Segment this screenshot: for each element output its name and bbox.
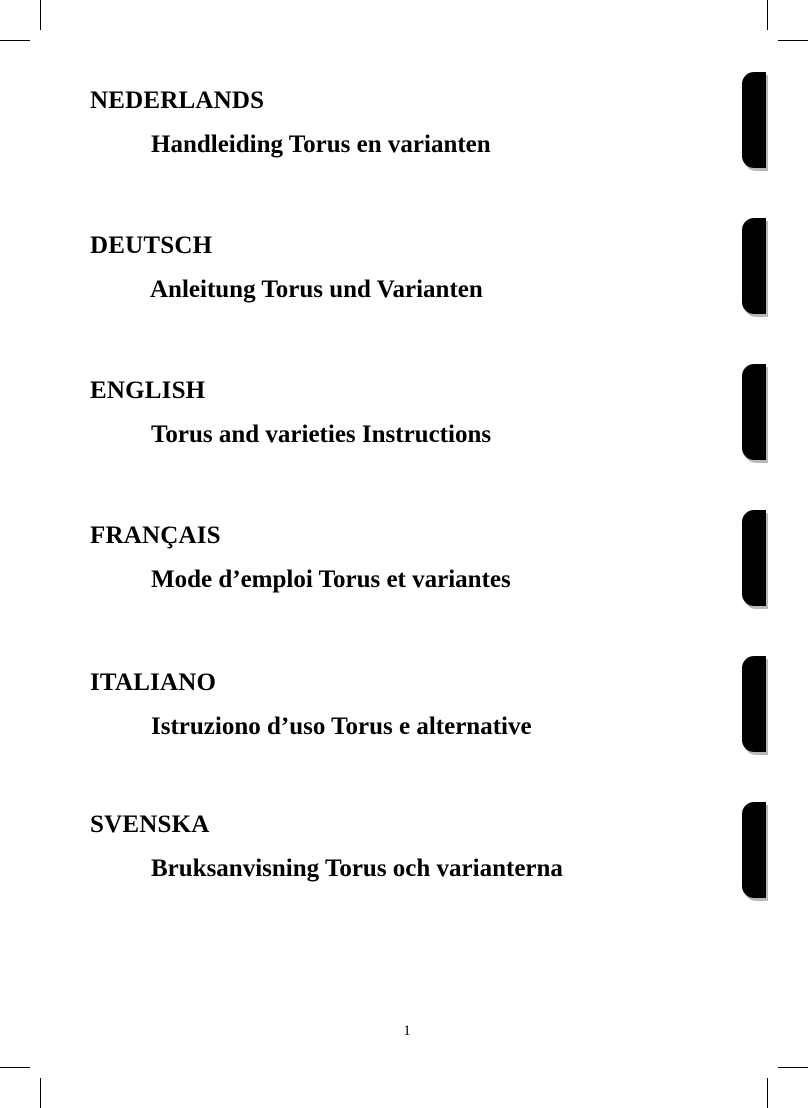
language-heading: FRANÇAIS bbox=[90, 522, 221, 549]
thumb-tab-italiano bbox=[742, 656, 766, 752]
section-english bbox=[90, 376, 491, 450]
crop-mark-bottom-left-h bbox=[0, 1067, 30, 1068]
crop-mark-top-left-h bbox=[0, 40, 30, 41]
crop-mark-bottom-right-h bbox=[778, 1067, 808, 1068]
manual-title: Handleiding Torus en varianten bbox=[151, 131, 491, 158]
manual-title: Bruksanvisning Torus och varianterna bbox=[151, 855, 563, 882]
language-heading: NEDERLANDS bbox=[90, 87, 265, 114]
language-heading: ITALIANO bbox=[90, 669, 217, 696]
language-heading: SVENSKA bbox=[90, 811, 210, 838]
page-number: 1 bbox=[403, 1023, 411, 1039]
thumb-tab-nederlands bbox=[742, 72, 766, 168]
thumb-tab-english bbox=[742, 364, 766, 460]
thumb-tab-svenska bbox=[742, 802, 766, 898]
section-italiano bbox=[90, 668, 532, 742]
thumb-tab-francais bbox=[742, 510, 766, 606]
manual-title: Istruziono d’uso Torus e alternative bbox=[151, 713, 532, 740]
section-deutsch bbox=[90, 231, 483, 305]
crop-mark-top-left bbox=[40, 0, 41, 30]
crop-mark-top-right-h bbox=[778, 40, 808, 41]
manual-title: Anleitung Torus und Varianten bbox=[150, 276, 483, 303]
language-heading: ENGLISH bbox=[90, 377, 206, 404]
crop-mark-top-right bbox=[767, 0, 768, 30]
section-svenska bbox=[90, 810, 563, 884]
language-heading: DEUTSCH bbox=[90, 232, 213, 259]
manual-title: Mode d’emploi Torus et variantes bbox=[151, 566, 511, 593]
thumb-tab-deutsch bbox=[742, 218, 766, 314]
section-nederlands bbox=[90, 86, 491, 160]
section-francais bbox=[90, 521, 511, 595]
crop-mark-bottom-right bbox=[767, 1078, 768, 1108]
crop-mark-bottom-left bbox=[40, 1078, 41, 1108]
manual-title: Torus and varieties Instructions bbox=[151, 421, 492, 448]
